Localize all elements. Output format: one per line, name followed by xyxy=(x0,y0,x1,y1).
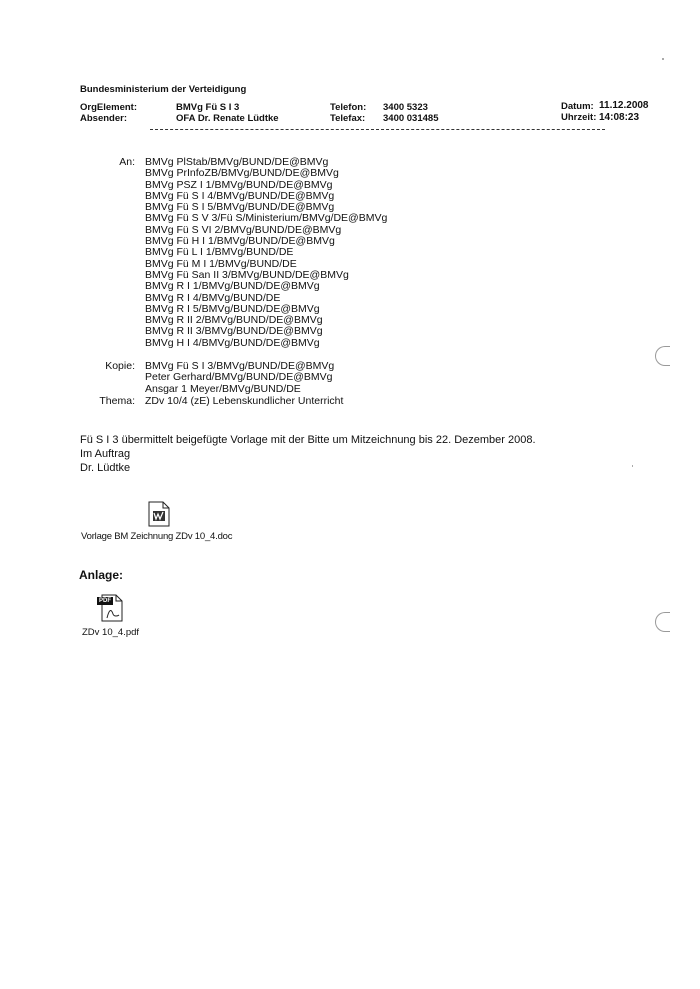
time-label: Uhrzeit: xyxy=(561,112,597,123)
date-value: 11.12.2008 xyxy=(599,100,649,111)
cc-list xyxy=(145,361,334,395)
pdf-attachment-name[interactable]: ZDv 10_4.pdf xyxy=(82,627,140,638)
recipient-item: BMVg Fü San II 3/BMVg/BUND/DE@BMVg xyxy=(145,268,349,281)
to-label: An: xyxy=(119,156,135,168)
cc-item: Peter Gerhard/BMVg/BUND/DE@BMVg xyxy=(145,371,333,384)
recipient-item: BMVg PSZ I 1/BMVg/BUND/DE@BMVg xyxy=(145,178,333,191)
recipient-item: BMVg Fü H I 1/BMVg/BUND/DE@BMVg xyxy=(145,235,335,248)
recipient-item: BMVg PlStab/BMVg/BUND/DE@BMVg xyxy=(145,156,329,168)
recipient-item: BMVg Fü S V 3/Fü S/Ministerium/BMVg/DE@BMVg xyxy=(145,212,388,225)
cc-label: Kopie: xyxy=(105,360,135,372)
subject-label: Thema: xyxy=(99,395,135,407)
punch-hole-mark xyxy=(655,612,670,632)
recipient-item: BMVg R II 3/BMVg/BUND/DE@BMVg xyxy=(145,325,323,338)
scan-speck xyxy=(662,58,664,60)
recipient-item: BMVg Fü S VI 2/BMVg/BUND/DE@BMVg xyxy=(145,223,342,236)
doc-attachment-name[interactable]: Vorlage BM Zeichnung ZDv 10_4.doc xyxy=(81,531,233,542)
recipient-item: BMVg Fü L I 1/BMVg/BUND/DE xyxy=(145,246,294,259)
fax-label: Telefax: xyxy=(330,113,366,124)
recipient-item: BMVg PrInfoZB/BMVg/BUND/DE@BMVg xyxy=(145,167,339,180)
subject-value: ZDv 10/4 (zE) Lebenskundlicher Unterricht xyxy=(145,395,344,407)
fax-value: 3400 031485 xyxy=(383,113,439,124)
anlage-label: Anlage: xyxy=(79,568,124,582)
recipient-item: BMVg R II 2/BMVg/BUND/DE@BMVg xyxy=(145,314,323,327)
org-element-value: BMVg Fü S I 3 xyxy=(176,102,240,113)
sender-value: OFA Dr. Renate Lüdtke xyxy=(176,113,279,124)
recipient-item: BMVg Fü S I 5/BMVg/BUND/DE@BMVg xyxy=(145,201,335,214)
recipient-item: BMVg R I 4/BMVg/BUND/DE xyxy=(145,291,281,304)
punch-hole-mark xyxy=(655,346,670,366)
message-line-1: Fü S I 3 übermittelt beigefügte Vorlage mit der Bitte um Mitzeichnung bis 22. Dezember 2008. xyxy=(80,434,536,446)
phone-label: Telefon: xyxy=(330,102,367,113)
sender-label: Absender: xyxy=(80,113,127,124)
word-document-icon[interactable] xyxy=(148,501,170,527)
header-divider xyxy=(150,129,605,130)
message-line-2: Im Auftrag xyxy=(80,448,131,460)
recipient-item: BMVg Fü S I 4/BMVg/BUND/DE@BMVg xyxy=(145,189,335,202)
recipient-item: BMVg R I 1/BMVg/BUND/DE@BMVg xyxy=(145,280,320,293)
pdf-document-icon[interactable] xyxy=(97,594,123,622)
cc-item: BMVg Fü S I 3/BMVg/BUND/DE@BMVg xyxy=(145,360,335,372)
org-element-label: OrgElement: xyxy=(80,102,138,113)
org-name: Bundesministerium der Verteidigung xyxy=(80,84,247,95)
message-line-3: Dr. Lüdtke xyxy=(80,462,131,474)
recipient-item: BMVg R I 5/BMVg/BUND/DE@BMVg xyxy=(145,302,320,315)
to-list xyxy=(145,157,387,349)
recipient-item: BMVg Fü M I 1/BMVg/BUND/DE xyxy=(145,257,297,270)
date-label: Datum: xyxy=(561,101,594,112)
pdf-badge: PDF xyxy=(99,598,111,604)
recipient-item: BMVg H I 4/BMVg/BUND/DE@BMVg xyxy=(145,336,320,349)
scan-speck xyxy=(632,465,633,467)
time-value: 14:08:23 xyxy=(599,112,640,123)
cc-item: Ansgar 1 Meyer/BMVg/BUND/DE xyxy=(145,382,301,395)
phone-value: 3400 5323 xyxy=(383,102,428,113)
